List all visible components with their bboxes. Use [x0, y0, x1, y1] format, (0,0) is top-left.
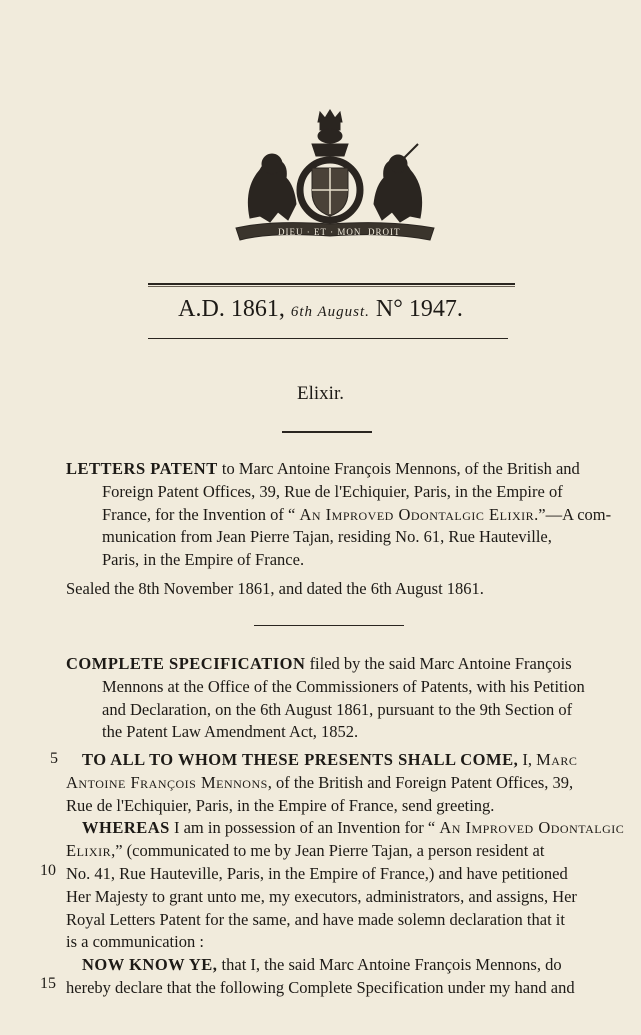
invention-name: An Improved Odontalgic Elixir: [299, 504, 535, 524]
complete-specification-paragraph: [66, 653, 606, 744]
text-line: is a communication :: [66, 932, 204, 952]
text-line: munication from Jean Pierre Tajan, residing No. 61, Rue Hauteville,: [102, 527, 552, 547]
text-line: No. 41, Rue Hauteville, Paris, in the Empire of France,) and have petitioned: [66, 863, 568, 883]
patent-number: N° 1947.: [375, 296, 463, 322]
patent-date: 6th August.: [290, 304, 370, 320]
text-line: Rue de l'Echiquier, Paris, in the Empire of France, send greeting.: [66, 795, 495, 815]
name-smallcaps: Antoine François Mennons: [66, 772, 268, 792]
text-line: Foreign Patent Offices, 39, Rue de l'Echiquier, Paris, in the Empire of: [102, 481, 563, 501]
now-know-ye-heading: NOW KNOW YE,: [82, 955, 218, 975]
text-line: Sealed the 8th November 1861, and dated the 6th August 1861.: [66, 579, 484, 598]
text-line: .”—A com-: [534, 504, 612, 524]
motto-right: DROIT: [368, 227, 401, 237]
top-rule-thin: [148, 286, 515, 287]
line-number: 15: [40, 975, 56, 992]
text-line: Paris, in the Empire of France.: [102, 550, 305, 570]
header-rule: [148, 338, 508, 339]
text-line: that I, the said Marc Antoine François Mennons, do: [217, 955, 562, 975]
motto-left: DIEU · ET · MON: [278, 227, 362, 237]
text-line: , of the British and Foreign Patent Offices, 39,: [267, 772, 574, 792]
patent-header: [0, 296, 641, 323]
text-line: the Patent Law Amendment Act, 1852.: [102, 722, 359, 742]
text-line: France, for the Invention of “: [102, 504, 300, 524]
top-rule: [148, 283, 515, 285]
text-line: to Marc Antoine François Mennons, of the British and: [217, 459, 580, 478]
patent-title: Elixir.: [297, 383, 344, 404]
section-rule: [254, 625, 404, 626]
whereas-heading: WHEREAS: [82, 818, 170, 838]
title-rule: [282, 431, 372, 433]
text-line: and Declaration, on the 6th August 1861, pursuant to the 9th Section of: [102, 699, 573, 719]
opening-heading: TO ALL TO WHOM THESE PRESENTS SHALL COME,: [82, 750, 519, 769]
complete-specification-heading: COMPLETE SPECIFICATION: [66, 654, 306, 673]
text-line: I,: [518, 750, 537, 769]
letters-patent-heading: LETTERS PATENT: [66, 459, 218, 478]
letters-patent-paragraph: [66, 458, 612, 572]
line-number: 5: [50, 750, 58, 767]
text-line: Royal Letters Patent for the same, and have made solemn declaration that it: [66, 909, 565, 929]
text-line: hereby declare that the following Complete Specification under my hand and: [66, 977, 575, 997]
text-line: Her Majesty to grant unto me, my executors, administrators, and assigns, Her: [66, 886, 577, 906]
text-line: I am in possession of an Invention for “: [169, 818, 440, 838]
sealed-line: [66, 578, 606, 601]
royal-coat-of-arms: [230, 108, 440, 243]
invention-name: An Improved Odontalgic: [439, 818, 625, 838]
name-smallcaps: Marc: [536, 750, 578, 769]
text-line: Mennons at the Office of the Commissioners of Patents, with his Petition: [102, 676, 585, 696]
specification-body: [66, 749, 625, 1000]
line-number: 10: [40, 862, 56, 879]
text-line: filed by the said Marc Antoine François: [305, 654, 572, 673]
invention-name: Elixir: [66, 841, 112, 861]
text-line: ,” (communicated to me by Jean Pierre Tajan, a person resident at: [111, 841, 545, 861]
patent-year: A.D. 1861,: [178, 296, 285, 322]
